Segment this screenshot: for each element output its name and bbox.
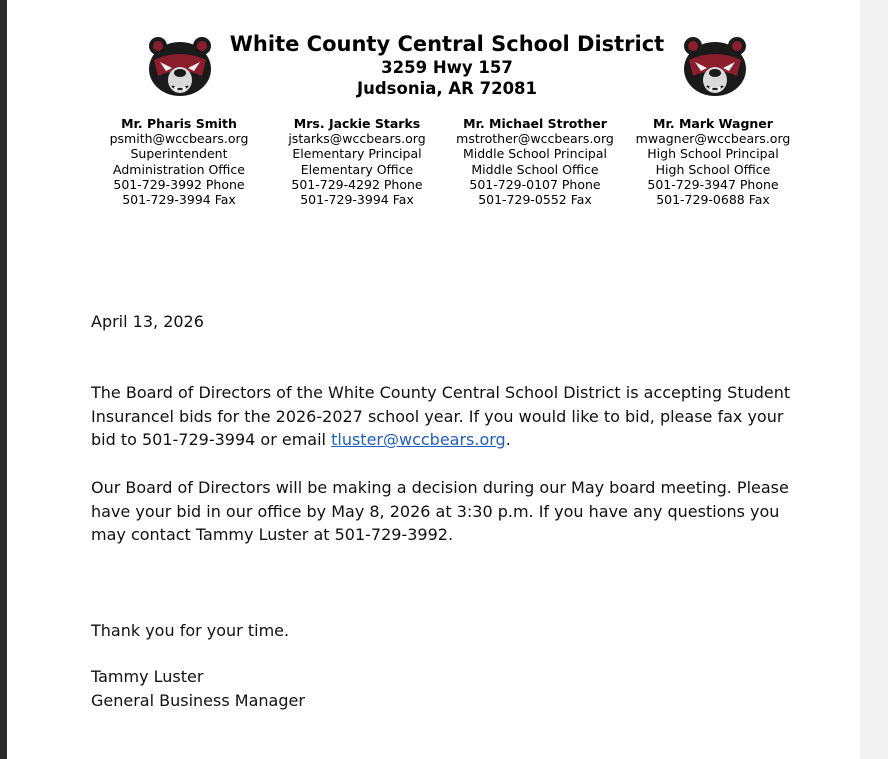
staff-name: Mr. Michael Strother [463, 116, 607, 131]
staff-office: Elementary Office [300, 161, 414, 177]
staff-name: Mr. Pharis Smith [121, 116, 237, 131]
paragraph-1-end: . [505, 430, 511, 449]
staff-fax: 501-729-0552 Fax [478, 192, 592, 208]
viewer-right-margin [860, 0, 888, 759]
signature-title: General Business Manager [91, 690, 305, 710]
staff-email: jstarks@wccbears.org [288, 131, 426, 147]
paragraph-1-text: The Board of Directors of the White County Central School District is accepting Student Insurancel bids for the 2026-2027 school year. If you would like to bid, please fax your bid to 501-729-3994 or email [91, 383, 791, 449]
staff-office: High School Office [655, 161, 771, 177]
staff-office: Administration Office [113, 161, 245, 177]
staff-name: Mrs. Jackie Starks [293, 116, 421, 131]
staff-phone: 501-729-3947 Phone [647, 176, 779, 192]
staff-name: Mr. Mark Wagner [653, 116, 773, 131]
email-link[interactable]: tluster@wccbears.org [331, 430, 506, 449]
address-line-2: Judsonia, AR 72081 [356, 79, 538, 98]
staff-fax: 501-729-3994 Fax [122, 192, 236, 208]
letter-paragraph-1 [91, 381, 811, 452]
letterhead [187, 31, 707, 99]
staff-phone: 501-729-3992 Phone [113, 176, 245, 192]
signature-block [91, 665, 811, 712]
staff-title: Middle School Principal [462, 146, 607, 162]
staff-office: Middle School Office [471, 161, 599, 177]
letter-page [7, 0, 860, 759]
letter-paragraph-2: Our Board of Directors will be making a decision during our May board meeting. Please have your bid in our office by May 8, 2026 at 3:30 p.m. If you have any questions you may contact Tammy Luster at 501-729-3992. [91, 478, 789, 544]
address-line-1: 3259 Hwy 157 [381, 58, 513, 77]
staff-phone: 501-729-4292 Phone [291, 176, 423, 192]
letter-closing: Thank you for your time. [91, 621, 290, 640]
letter-date: April 13, 2026 [91, 312, 204, 331]
staff-email: mwagner@wccbears.org [635, 131, 791, 147]
staff-title: Elementary Principal [292, 146, 422, 162]
staff-card-middle-school [445, 116, 625, 207]
district-name: White County Central School District [229, 32, 665, 56]
staff-fax: 501-729-3994 Fax [300, 192, 414, 208]
staff-title: High School Principal [647, 146, 779, 162]
staff-card-elementary [267, 116, 447, 207]
staff-phone: 501-729-0107 Phone [469, 176, 601, 192]
staff-card-superintendent [89, 116, 269, 207]
staff-email: psmith@wccbears.org [109, 131, 249, 147]
staff-email: mstrother@wccbears.org [456, 131, 614, 147]
staff-fax: 501-729-0688 Fax [656, 192, 770, 208]
signature-name: Tammy Luster [91, 667, 204, 686]
viewer-left-edge [0, 0, 7, 759]
staff-card-high-school [623, 116, 803, 207]
staff-title: Superintendent [130, 146, 228, 162]
